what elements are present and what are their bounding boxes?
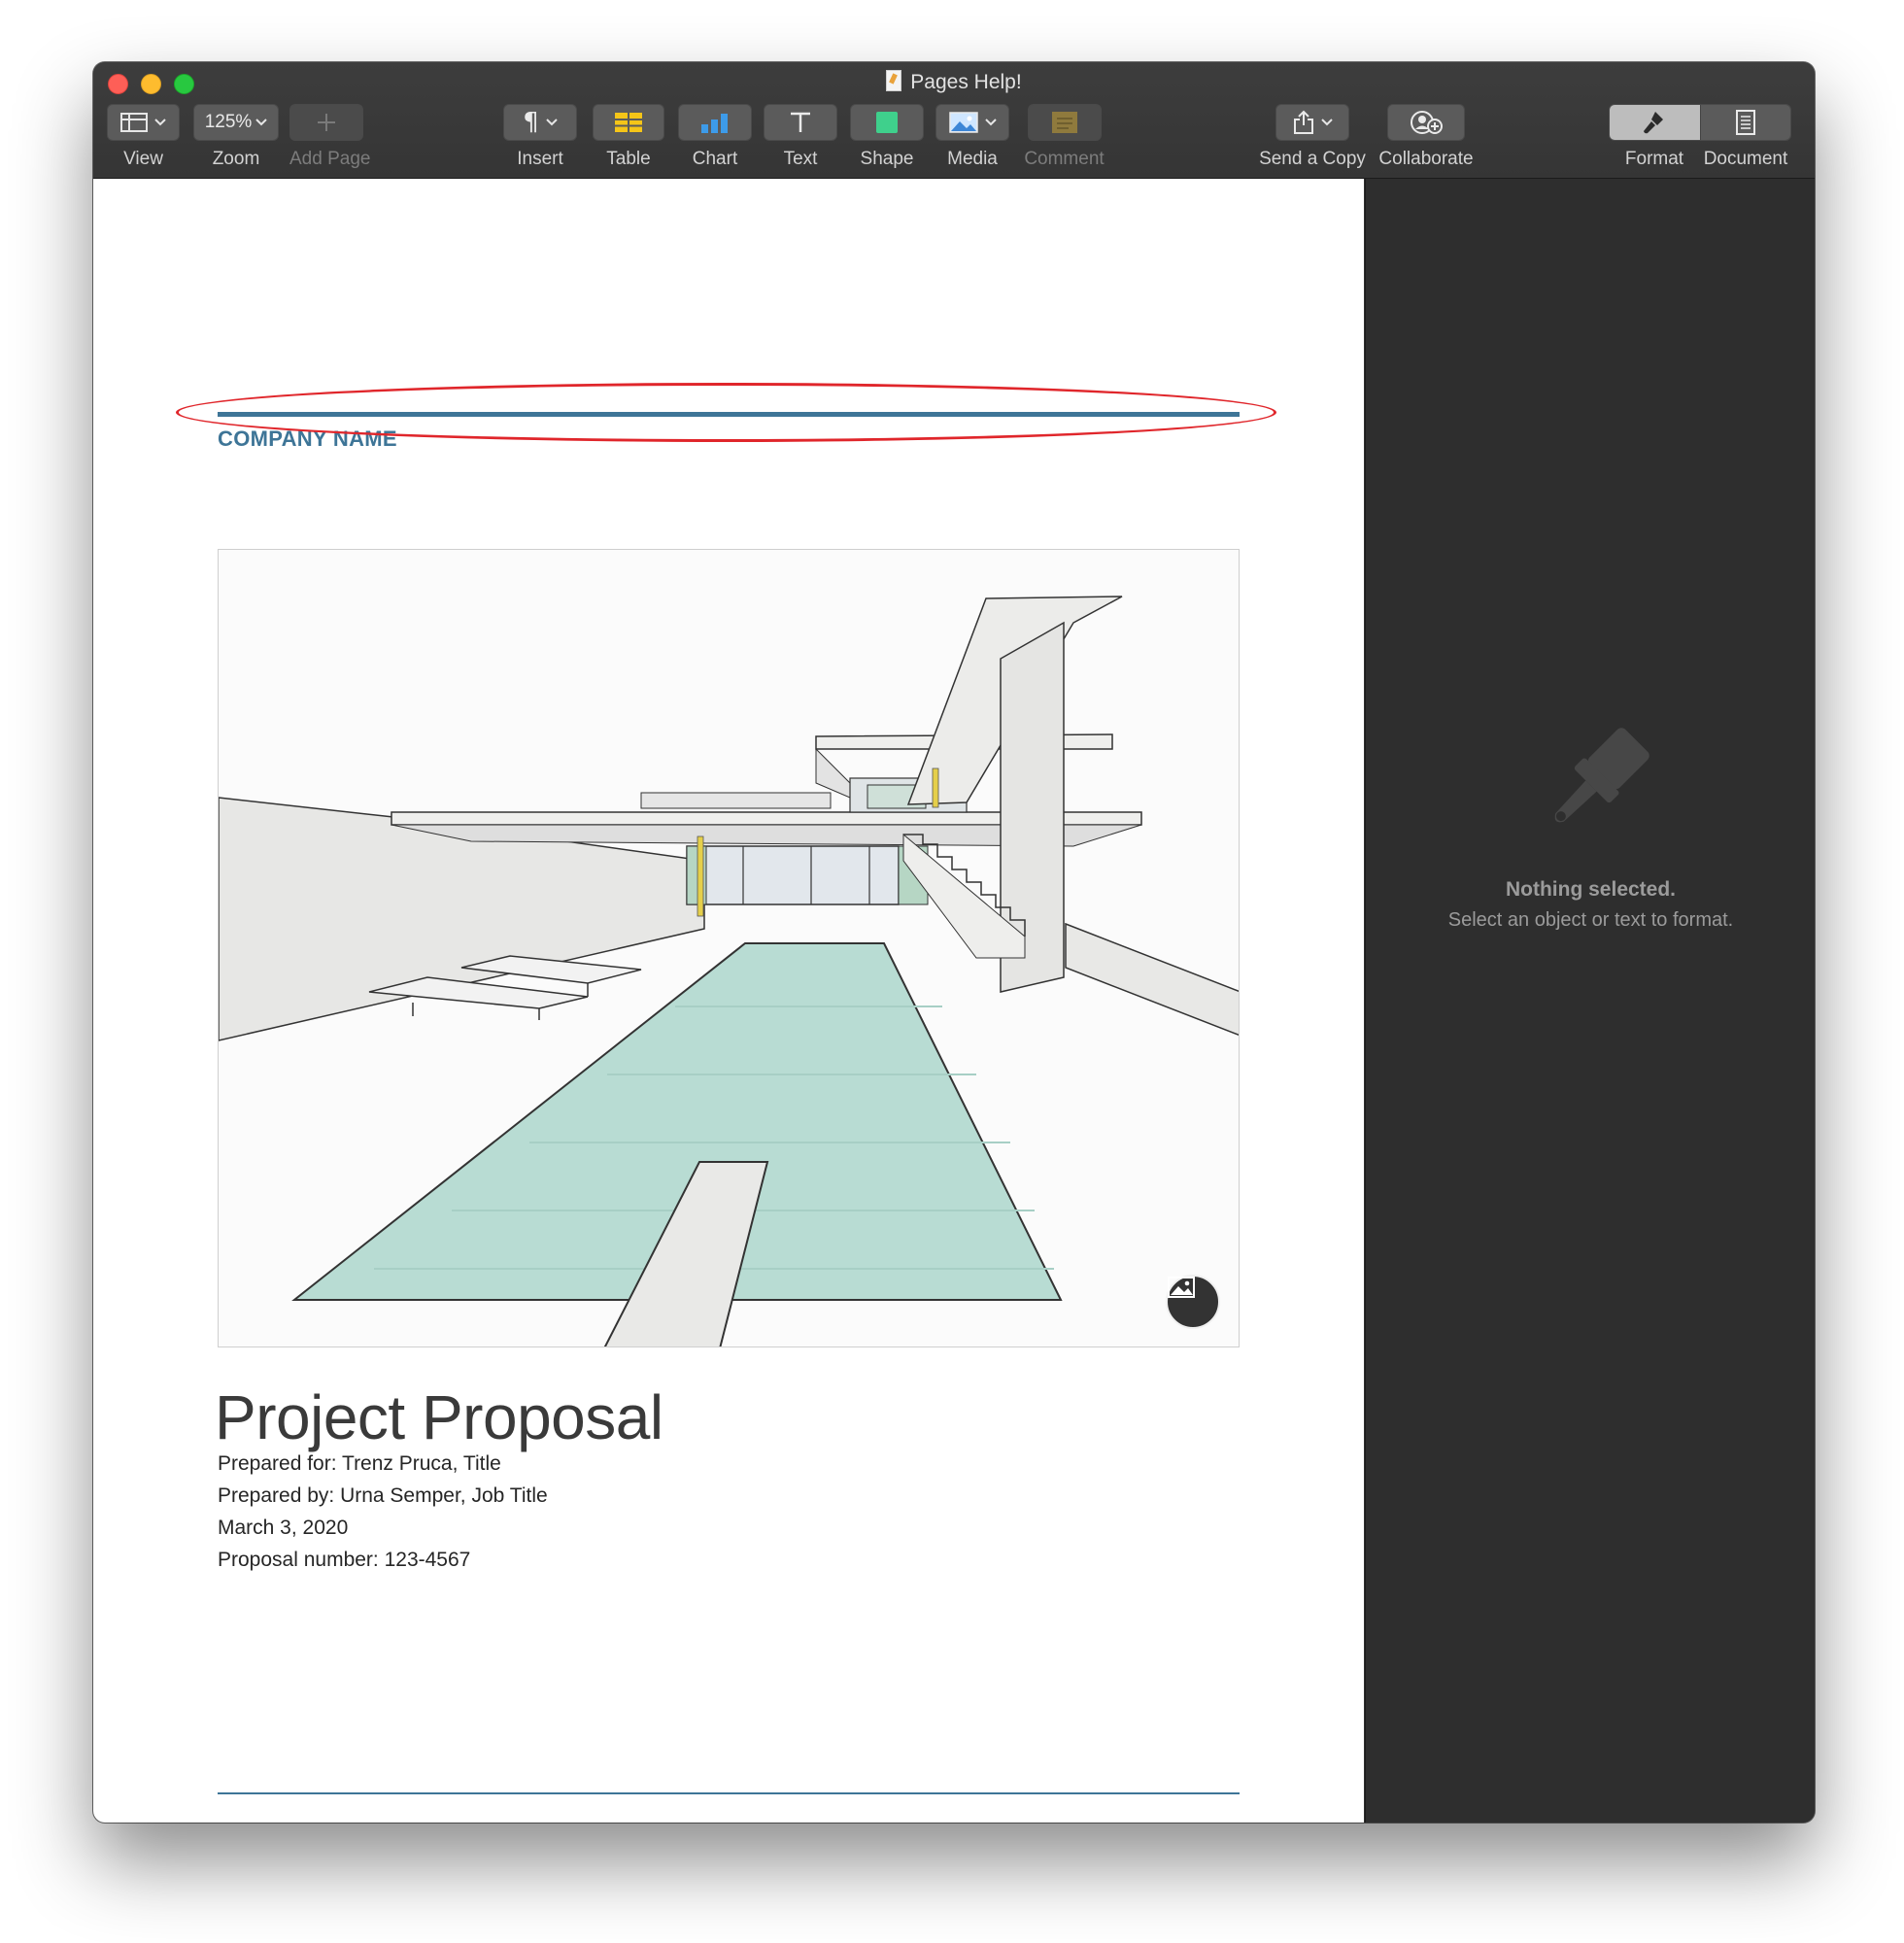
proposal-number-line[interactable]: Proposal number: 123-4567 <box>218 1549 471 1571</box>
format-inspector <box>1365 179 1815 1823</box>
table-icon <box>614 112 643 133</box>
zoom-value: 125% <box>204 112 253 132</box>
pages-document-icon <box>886 70 901 91</box>
shape-button[interactable] <box>850 104 924 141</box>
comment-tool[interactable] <box>1018 104 1110 170</box>
paintbrush-icon <box>1523 718 1659 854</box>
share-icon <box>1293 110 1314 135</box>
pages-window <box>93 62 1815 1823</box>
table-label: Table <box>606 149 651 169</box>
add-page-tool[interactable] <box>289 104 371 170</box>
architectural-sketch-illustration <box>219 550 1240 1347</box>
view-button[interactable] <box>107 104 180 141</box>
text-tool[interactable] <box>764 104 837 170</box>
format-label: Format <box>1624 149 1684 169</box>
chart-button[interactable] <box>678 104 752 141</box>
text-label: Text <box>783 149 818 169</box>
view-sidebar-icon <box>120 113 148 132</box>
annotation-ellipse <box>176 383 1276 442</box>
document-icon <box>1735 110 1756 135</box>
media-label: Media <box>947 149 998 169</box>
chart-tool[interactable] <box>678 104 752 170</box>
prepared-by-line[interactable]: Prepared by: Urna Semper, Job Title <box>218 1484 548 1507</box>
insert-label: Insert <box>517 149 563 169</box>
media-button[interactable] <box>935 104 1009 141</box>
inspector-toggle[interactable] <box>1609 104 1791 170</box>
chevron-down-icon <box>1321 119 1333 126</box>
chart-label: Chart <box>692 149 738 169</box>
collaborate-icon <box>1409 110 1444 135</box>
window-title-bar <box>93 68 1815 97</box>
chevron-down-icon <box>154 119 166 126</box>
comment-icon <box>1051 111 1078 134</box>
comment-label: Comment <box>1024 149 1105 169</box>
chevron-down-icon <box>546 119 558 126</box>
table-tool[interactable] <box>593 104 664 170</box>
empty-selection-message <box>1366 718 1815 932</box>
text-icon <box>789 111 812 134</box>
prepared-for-line[interactable]: Prepared for: Trenz Pruca, Title <box>218 1452 501 1475</box>
photo-icon <box>949 112 978 133</box>
plus-icon <box>316 112 337 133</box>
shape-label: Shape <box>860 149 914 169</box>
document-title[interactable]: Project Proposal <box>215 1382 663 1452</box>
text-button[interactable] <box>764 104 837 141</box>
collaborate-button[interactable] <box>1387 104 1465 141</box>
document-canvas[interactable] <box>93 179 1364 1823</box>
document-button[interactable] <box>1700 105 1791 140</box>
footer-rule[interactable] <box>218 1792 1240 1794</box>
paintbrush-icon <box>1642 110 1667 135</box>
send-copy-tool[interactable] <box>1249 104 1376 170</box>
send-copy-button[interactable] <box>1275 104 1349 141</box>
insert-tool[interactable] <box>503 104 577 170</box>
collaborate-label: Collaborate <box>1378 149 1474 169</box>
add-page-button[interactable] <box>289 104 363 141</box>
zoom-tool[interactable] <box>193 104 279 170</box>
replace-image-button[interactable] <box>1166 1275 1220 1329</box>
view-tool[interactable] <box>107 104 180 170</box>
company-name[interactable]: COMPANY NAME <box>218 426 397 451</box>
document-label: Document <box>1703 149 1788 169</box>
zoom-select[interactable] <box>193 104 279 141</box>
image-icon <box>1168 1277 1195 1298</box>
chevron-down-icon <box>985 119 997 126</box>
shape-icon <box>875 111 899 134</box>
zoom-label: Zoom <box>212 149 260 169</box>
send-copy-label: Send a Copy <box>1259 149 1366 169</box>
table-button[interactable] <box>593 104 664 141</box>
nothing-selected-hint: Select an object or text to format. <box>1447 909 1734 931</box>
add-page-label: Add Page <box>289 149 371 169</box>
media-tool[interactable] <box>935 104 1009 170</box>
nothing-selected-title: Nothing selected. <box>1505 878 1677 901</box>
toolbar <box>93 62 1815 179</box>
comment-button[interactable] <box>1028 104 1102 141</box>
inspector-segmented-control[interactable] <box>1609 104 1791 141</box>
paragraph-icon: ¶ <box>523 108 539 137</box>
chevron-down-icon <box>255 119 267 126</box>
collaborate-tool[interactable] <box>1368 104 1484 170</box>
insert-button[interactable] <box>503 104 577 141</box>
date-line[interactable]: March 3, 2020 <box>218 1517 349 1539</box>
window-title: Pages Help! <box>910 71 1022 93</box>
format-button[interactable] <box>1610 105 1700 140</box>
cover-image[interactable] <box>218 549 1240 1347</box>
shape-tool[interactable] <box>850 104 924 170</box>
view-label: View <box>123 149 163 169</box>
chart-icon <box>699 112 731 133</box>
